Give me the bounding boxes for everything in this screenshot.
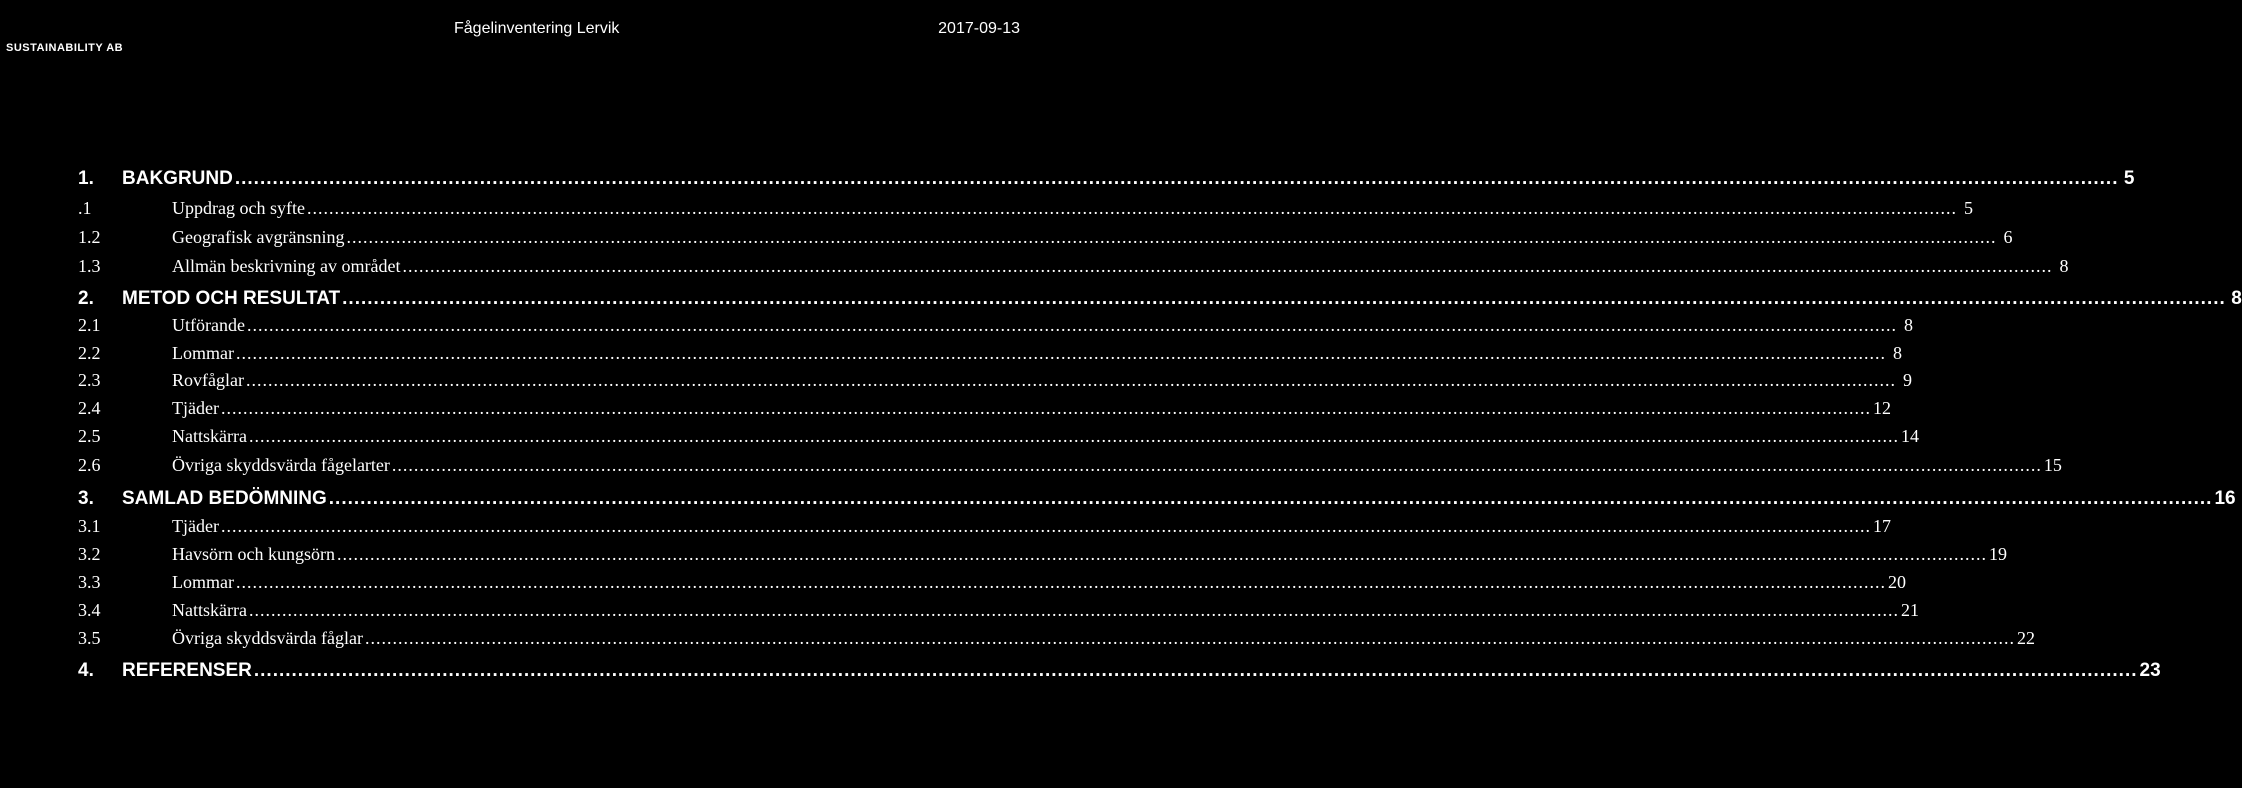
- dot-leader: ............................................................................................................................................................................................................................................................................................................: [391, 455, 2042, 475]
- toc-entry-page: 17: [1872, 516, 1891, 536]
- toc-entry[interactable]: [0, 256, 2069, 282]
- toc-entry-page: 6: [2003, 227, 2013, 247]
- dot-leader: ............................................................................................................................................................................................................................................................................................................: [234, 168, 2119, 189]
- toc-entry-number: 3.5: [78, 628, 101, 648]
- toc-entry[interactable]: [0, 516, 1891, 542]
- toc-entry-label: SAMLAD BEDÖMNING: [122, 488, 327, 509]
- toc-entry-number: 2.: [78, 288, 94, 309]
- toc-entry-label: Geografisk avgränsning: [172, 227, 345, 247]
- toc-entry-label: Allmän beskrivning av området: [172, 256, 401, 276]
- toc-entry-label: Lommar: [172, 343, 234, 363]
- dot-leader: ............................................................................................................................................................................................................................................................................................................: [253, 660, 2138, 681]
- toc-entry-page: 20: [1887, 572, 1906, 592]
- toc-entry-number: 1.2: [78, 227, 101, 247]
- toc-entry-label: Nattskärra: [172, 600, 247, 620]
- dot-leader: ............................................................................................................................................................................................................................................................................................................: [220, 516, 1871, 536]
- toc-entry[interactable]: [0, 315, 1913, 341]
- toc-entry-page: 19: [1988, 544, 2007, 564]
- dot-leader: ............................................................................................................................................................................................................................................................................................................: [248, 426, 1899, 446]
- toc-entry-number: 2.6: [78, 455, 101, 475]
- toc-entry[interactable]: [0, 288, 2242, 314]
- dot-leader: ............................................................................................................................................................................................................................................................................................................: [220, 398, 1871, 418]
- dot-leader: ............................................................................................................................................................................................................................................................................................................: [235, 572, 1886, 592]
- toc-entry-page: 8: [2059, 256, 2069, 276]
- toc-entry-page: 5: [1963, 198, 1973, 218]
- toc-entry-label: REFERENSER: [122, 660, 252, 681]
- toc-entry-page: 21: [1900, 600, 1919, 620]
- dot-leader: ............................................................................................................................................................................................................................................................................................................: [328, 488, 2213, 509]
- dot-leader: ............................................................................................................................................................................................................................................................................................................: [364, 628, 2015, 648]
- dot-leader: ............................................................................................................................................................................................................................................................................................................: [342, 288, 2226, 309]
- toc-entry[interactable]: [0, 198, 1973, 224]
- toc-entry-number: 2.3: [78, 370, 101, 390]
- toc-entry-label: Övriga skyddsvärda fågelarter: [172, 455, 390, 475]
- toc-entry[interactable]: [0, 398, 1891, 424]
- dot-leader: ............................................................................................................................................................................................................................................................................................................: [306, 198, 1957, 218]
- toc-entry-label: METOD OCH RESULTAT: [122, 288, 341, 309]
- toc-entry-label: Tjäder: [172, 398, 219, 418]
- toc-entry-number: 3.2: [78, 544, 101, 564]
- dot-leader: ............................................................................................................................................................................................................................................................................................................: [346, 227, 1997, 247]
- toc-entry[interactable]: [0, 455, 2062, 481]
- toc-entry-page: 12: [1872, 398, 1891, 418]
- toc-entry-page: 8: [1903, 315, 1913, 335]
- toc-entry[interactable]: [0, 488, 2236, 514]
- toc-entry-label: Utförande: [172, 315, 245, 335]
- toc-entry-page: 9: [1902, 370, 1912, 390]
- toc-entry[interactable]: [0, 168, 2135, 194]
- toc-entry-page: 23: [2139, 660, 2161, 681]
- toc-entry-number: 1.: [78, 168, 94, 189]
- toc-entry-label: Övriga skyddsvärda fåglar: [172, 628, 363, 648]
- toc-entry-number: 3.3: [78, 572, 101, 592]
- toc-entry-page: 5: [2123, 168, 2135, 189]
- toc-entry-number: 2.5: [78, 426, 101, 446]
- toc-entry-label: Havsörn och kungsörn: [172, 544, 335, 564]
- toc-entry-number: 4.: [78, 660, 94, 681]
- toc-entry-label: Rovfåglar: [172, 370, 244, 390]
- toc-entry[interactable]: [0, 227, 2013, 253]
- document-date: 2017-09-13: [938, 20, 1020, 37]
- dot-leader: ............................................................................................................................................................................................................................................................................................................: [246, 315, 1897, 335]
- toc-entry-page: 8: [1892, 343, 1902, 363]
- toc-entry[interactable]: [0, 660, 2161, 686]
- toc-entry-label: Tjäder: [172, 516, 219, 536]
- toc-entry-page: 16: [2214, 488, 2236, 509]
- toc-entry-page: 8: [2231, 288, 2242, 309]
- toc-entry-number: .1: [78, 198, 92, 218]
- toc-entry-label: BAKGRUND: [122, 168, 233, 189]
- toc-entry[interactable]: [0, 600, 1919, 626]
- company-logo-text: SUSTAINABILITY AB: [6, 42, 124, 54]
- dot-leader: ............................................................................................................................................................................................................................................................................................................: [235, 343, 1886, 363]
- dot-leader: ............................................................................................................................................................................................................................................................................................................: [402, 256, 2053, 276]
- toc-entry[interactable]: [0, 628, 2035, 654]
- toc-entry[interactable]: [0, 544, 2007, 570]
- toc-entry[interactable]: [0, 343, 1902, 369]
- toc-entry-page: 14: [1900, 426, 1919, 446]
- toc-entry-number: 3.1: [78, 516, 101, 536]
- toc-entry-label: Uppdrag och syfte: [172, 198, 305, 218]
- dot-leader: ............................................................................................................................................................................................................................................................................................................: [336, 544, 1987, 564]
- toc-entry[interactable]: [0, 370, 1912, 396]
- toc-entry-page: 22: [2016, 628, 2035, 648]
- toc-entry-number: 2.1: [78, 315, 101, 335]
- toc-entry[interactable]: [0, 572, 1906, 598]
- toc-entry-number: 3.4: [78, 600, 101, 620]
- dot-leader: ............................................................................................................................................................................................................................................................................................................: [245, 370, 1896, 390]
- toc-entry-label: Lommar: [172, 572, 234, 592]
- toc-entry-number: 3.: [78, 488, 94, 509]
- toc-entry-page: 15: [2043, 455, 2062, 475]
- toc-entry[interactable]: [0, 426, 1919, 452]
- toc-entry-number: 2.4: [78, 398, 101, 418]
- toc-entry-label: Nattskärra: [172, 426, 247, 446]
- document-title: Fågelinventering Lervik: [454, 20, 620, 37]
- dot-leader: ............................................................................................................................................................................................................................................................................................................: [248, 600, 1899, 620]
- toc-entry-number: 1.3: [78, 256, 101, 276]
- toc-entry-number: 2.2: [78, 343, 101, 363]
